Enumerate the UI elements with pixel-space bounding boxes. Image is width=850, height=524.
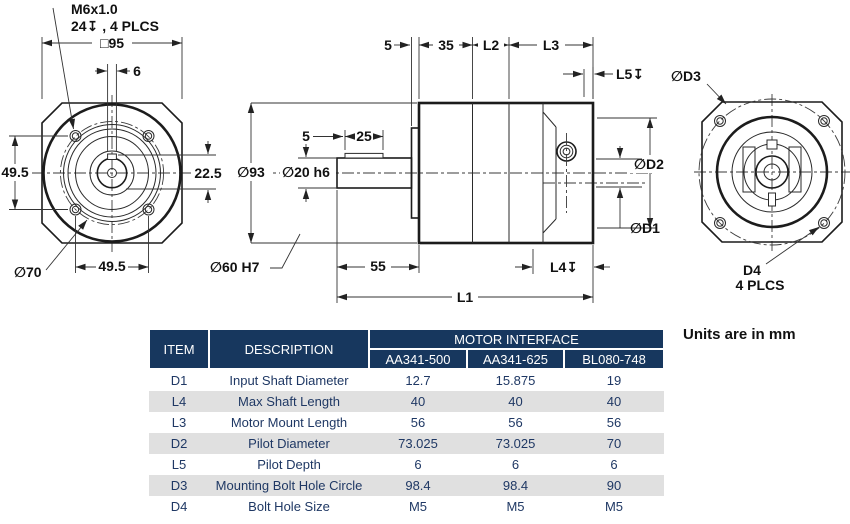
table-row xyxy=(149,433,664,454)
dim-pilot-dia-60: ∅60 H7 xyxy=(210,259,260,275)
dim-body-35: 35 xyxy=(438,37,454,53)
rear-view xyxy=(671,68,850,293)
dim-d1: ∅D1 xyxy=(630,220,660,236)
cell-value: 98.4 xyxy=(467,475,564,496)
col-header-aa341-625: AA341-625 xyxy=(467,349,564,369)
cell-value: 56 xyxy=(410,415,426,430)
cell-value: 12.7 xyxy=(405,373,431,388)
cell-value: 40 xyxy=(467,391,564,412)
cell-item: L3 xyxy=(171,415,187,430)
cell-item: L5 xyxy=(171,457,187,472)
side-view xyxy=(210,37,670,305)
dim-d4: D4 xyxy=(743,262,761,278)
cell-description: Input Shaft Diameter xyxy=(229,373,349,388)
dim-key-depth: 5 xyxy=(302,128,310,144)
col-header-bl080-748: BL080-748 xyxy=(564,349,664,369)
table-row xyxy=(149,391,664,412)
table-row xyxy=(149,475,664,496)
cell-value: 40 xyxy=(564,391,664,412)
dim-l3: L3 xyxy=(542,37,560,53)
cell-value: 6 xyxy=(610,457,618,472)
cell-value: M5 xyxy=(408,499,428,514)
dim-key-width: 6 xyxy=(133,63,141,79)
cell-description: Pilot Diameter xyxy=(209,433,369,454)
dim-thread-callout: M6x1.0 xyxy=(71,1,118,17)
dim-bolt-spacing-v: 49.5 xyxy=(1,164,29,180)
cell-value: 56 xyxy=(606,415,622,430)
table-row xyxy=(149,496,664,517)
cell-value: M5 xyxy=(506,499,525,514)
cell-item: D4 xyxy=(170,499,188,514)
cell-value: M5 xyxy=(604,499,624,514)
cell-value: 98.4 xyxy=(369,475,467,496)
col-header-motor-interface: MOTOR INTERFACE xyxy=(369,329,664,349)
dim-d3: ∅D3 xyxy=(671,68,701,84)
cell-item: D3 xyxy=(149,475,209,496)
cell-value: 40 xyxy=(369,391,467,412)
col-header-description: DESCRIPTION xyxy=(209,329,369,369)
side-keyway xyxy=(345,153,383,158)
dim-body-dia-93: ∅93 xyxy=(237,164,265,180)
cell-value: 90 xyxy=(564,475,664,496)
dim-l5: L5↧ xyxy=(616,66,645,82)
cell-item: L4 xyxy=(149,391,209,412)
cell-description: Max Shaft Length xyxy=(209,391,369,412)
dim-d4-places: 4 PLCS xyxy=(735,277,785,293)
spec-table xyxy=(148,328,665,517)
dim-l4: L4↧ xyxy=(549,259,579,275)
cell-value: 73.025 xyxy=(467,433,564,454)
col-header-item: ITEM xyxy=(149,329,209,369)
dim-d2: ∅D2 xyxy=(634,156,664,172)
dim-shaft-dia-20: ∅20 h6 xyxy=(282,164,330,180)
col-header-aa341-500: AA341-500 xyxy=(369,349,467,369)
front-view xyxy=(0,1,222,280)
front-keyway xyxy=(108,154,117,160)
cell-value: 15.875 xyxy=(495,373,536,388)
cell-item: D2 xyxy=(149,433,209,454)
table-row xyxy=(149,369,664,391)
cell-value: 19 xyxy=(606,373,622,388)
dim-square-95: □95 xyxy=(99,35,125,51)
dim-thread-depth: 24↧ , 4 PLCS xyxy=(71,18,159,34)
table-row xyxy=(149,454,664,475)
dim-shaft-length-55: 55 xyxy=(370,258,386,274)
dim-l1: L1 xyxy=(456,289,474,305)
cell-value: 6 xyxy=(414,457,422,472)
cell-value: 56 xyxy=(508,415,523,430)
cell-value: 70 xyxy=(564,433,664,454)
cell-value: 73.025 xyxy=(369,433,467,454)
units-note: Units are in mm xyxy=(683,326,796,343)
cell-item: D1 xyxy=(170,373,188,388)
cell-description: Bolt Hole Size xyxy=(248,499,330,514)
cell-description: Motor Mount Length xyxy=(230,415,348,430)
dim-22-5: 22.5 xyxy=(194,165,222,181)
table-row xyxy=(149,412,664,433)
cell-description: Pilot Depth xyxy=(257,457,321,472)
dim-bolt-circle-70: ∅70 xyxy=(14,264,42,280)
dim-flange-5: 5 xyxy=(384,37,392,53)
cell-value: 6 xyxy=(511,457,520,472)
cell-description: Mounting Bolt Hole Circle xyxy=(209,475,369,496)
dim-l2: L2 xyxy=(482,37,500,53)
dim-key-length: 25 xyxy=(356,128,372,144)
dim-bolt-spacing-h: 49.5 xyxy=(98,258,126,274)
